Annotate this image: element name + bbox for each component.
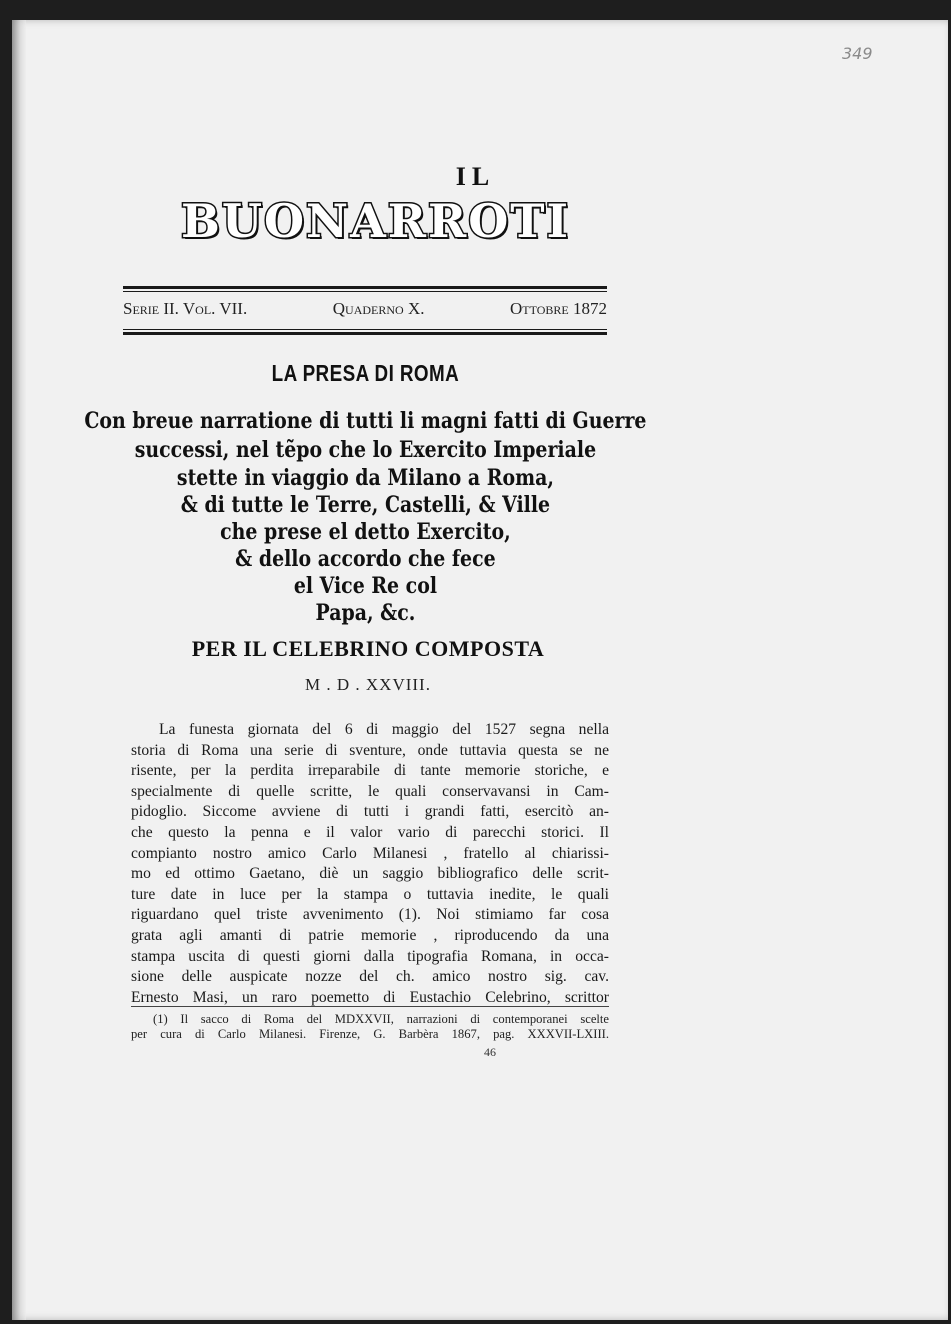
issue-date: Ottobre 1872: [510, 299, 607, 318]
publication-year: M . D . XXVIII.: [305, 675, 431, 694]
body-line: storia di Roma una serie di sventure, onde tuttavia questa se ne: [131, 741, 609, 759]
rule-top-thin: [123, 291, 607, 292]
body-line: mo ed ottimo Gaetano, diè un saggio bibliografico delle scrit-: [131, 865, 609, 883]
series-volume: Serie II. Vol. VII.: [123, 299, 248, 318]
body-line: che questo la penna e il valor vario di parecchi storici. Il: [131, 823, 609, 841]
body-paragraph: [131, 720, 609, 1008]
subtitle-line: successi, nel tẽpo che lo Exercito Imperiale: [134, 437, 597, 463]
body-line: La funesta giornata del 6 di maggio del 1527 segna nella: [159, 721, 609, 738]
subtitle-line: Con breue narratione di tutti li magni fatti di Guerre: [84, 408, 647, 434]
subtitle-line: Papa, &c.: [315, 600, 416, 626]
body-line: pidoglio. Siccome avviene di tutti i grandi fatti, esercitò an-: [131, 803, 609, 821]
body-line: Ernesto Masi, un raro poemetto di Eustachio Celebrino, scrittor: [131, 988, 609, 1006]
author-line: PER IL CELEBRINO COMPOSTA: [191, 636, 545, 661]
footnote-divider: [131, 1006, 609, 1007]
subtitle-line: & di tutte le Terre, Castelli, & Ville: [180, 492, 551, 518]
series-line: [123, 299, 607, 319]
binding-edge: [12, 20, 26, 1320]
footnote-line: (1) Il sacco di Roma del MDXXVII, narrazioni di contemporanei scelte: [153, 1012, 609, 1026]
body-line: stampa uscita di questi giorni dalla tipografia Romana, in occa-: [131, 947, 609, 965]
body-line: risente, per la perdita irreparabile di tante memorie storiche, e: [131, 762, 609, 780]
footnote: [131, 1012, 609, 1042]
body-line: specialmente di quelle scritte, le quali conservavansi in Cam-: [131, 782, 609, 800]
quaderno-number: Quaderno X.: [332, 299, 425, 318]
article-title: LA PRESA DI ROMA: [271, 360, 460, 386]
rule-bottom-thin: [123, 329, 607, 330]
masthead-title: BUONARROTI: [180, 194, 571, 248]
rule-bottom: [123, 332, 607, 335]
footnote-line: per cura di Carlo Milanesi. Firenze, G. Barbèra 1867, pag. XXXVII-LXIII.: [131, 1027, 609, 1041]
masthead-prefix: IL: [455, 162, 496, 191]
subtitle-line: che prese el detto Exercito,: [220, 519, 511, 545]
subtitle-line: & dello accordo che fece: [235, 546, 496, 572]
subtitle-line: stette in viaggio da Milano a Roma,: [176, 465, 554, 491]
body-line: sione delle auspicate nozze del ch. amico nostro sig. cav.: [131, 968, 609, 986]
body-line: riguardano quel triste avvenimento (1). Noi stimiamo far cosa: [131, 906, 609, 924]
signature-mark: 46: [484, 1045, 496, 1059]
handwritten-page-number: 349: [842, 44, 873, 63]
rule-top: [123, 286, 607, 289]
body-line: compianto nostro amico Carlo Milanesi , fratello al chiarissi-: [131, 844, 609, 862]
body-line: ture date in luce per la stampa o tuttavia inedite, le quali: [131, 885, 609, 903]
body-line: grata agli amanti di patrie memorie , riproducendo da una: [131, 926, 609, 944]
subtitle-line: el Vice Re col: [293, 573, 438, 599]
